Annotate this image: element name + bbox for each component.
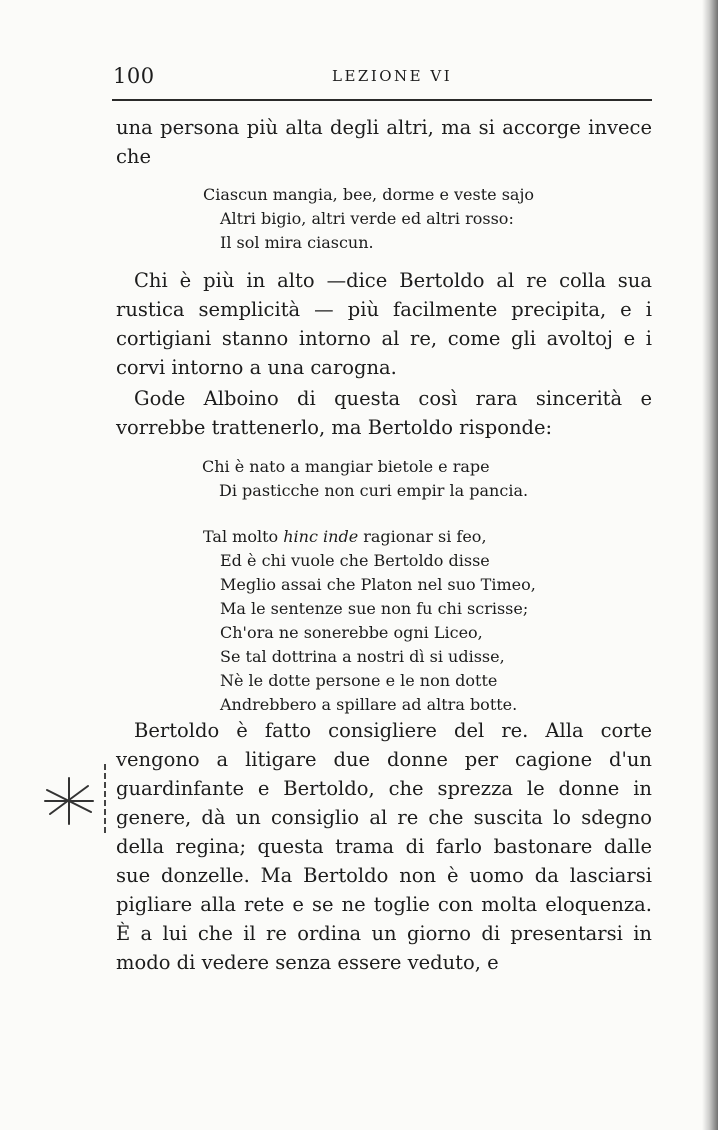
page-number: 100 <box>113 64 155 88</box>
verse-line: Altri bigio, altri verde ed altri rosso: <box>220 209 514 228</box>
latin-phrase: hinc inde <box>283 527 359 546</box>
verse-line: Chi è nato a mangiar bietole e rape <box>202 457 490 476</box>
verse-text: ragionar si feo, <box>358 527 487 546</box>
paragraph-3-text: Gode Alboino di questa così rara sincerità e vorrebbe trattenerlo, ma Bertoldo risponde: <box>116 387 652 439</box>
verse-block-3 <box>203 525 536 717</box>
paragraph-3 <box>116 384 652 442</box>
verse-line: Ch'ora ne sonerebbe ogni Liceo, <box>220 623 483 642</box>
verse-block-1 <box>203 183 534 255</box>
paragraph-1 <box>116 113 652 171</box>
verse-line: Andrebbero a spillare ad altra botte. <box>220 695 518 714</box>
verse-text: Tal molto <box>203 527 284 546</box>
verse-line: Il sol mira ciascun. <box>220 233 374 252</box>
verse-line: Ed è chi vuole che Bertoldo disse <box>220 551 490 570</box>
paragraph-4-text: Bertoldo è fatto consigliere del re. Alla corte vengono a litigare due donne per cagione d'un guardinfante e Bertoldo, che sprezza le donne in genere, dà un consiglio al re che suscita lo sdegno della regina; questa trama di farlo bastonare dalle sue donzelle. Ma Bertoldo non è uomo da lasciarsi pigliare alla rete e se ne toglie con molta eloquenza. È a lui che il re ordina un giorno di presentarsi in modo di vedere senza essere veduto, e <box>116 719 652 974</box>
paragraph-4 <box>116 716 652 977</box>
verse-line: Meglio assai che Platon nel suo Timeo, <box>220 575 536 594</box>
page-edge-shadow <box>702 0 718 1130</box>
paragraph-2 <box>116 266 652 382</box>
verse-line: Di pasticche non curi empir la pancia. <box>219 481 529 500</box>
paragraph-2-text: Chi è più in alto —dice Bertoldo al re colla sua rustica semplicità — più facilmente precipita, e i cortigiani stanno intorno al re, come gli avoltoj e i corvi intorno a una carogna. <box>116 269 652 379</box>
verse-line: Ma le sentenze sue non fu chi scrisse; <box>220 599 529 618</box>
asterisk-pencil-mark-icon <box>42 774 96 828</box>
verse-line: Nè le dotte persone e le non dotte <box>220 671 498 690</box>
paragraph-1-text: una persona più alta degli altri, ma si accorge invece che <box>116 116 652 168</box>
margin-line-icon <box>102 762 108 836</box>
verse-line: Se tal dottrina a nostri dì si udisse, <box>220 647 505 666</box>
verse-line: Ciascun mangia, bee, dorme e veste sajo <box>203 185 535 204</box>
verse-line-first <box>203 525 536 549</box>
running-head: LEZIONE VI <box>332 67 453 85</box>
verse-block-2 <box>202 455 528 503</box>
header-rule <box>112 99 652 101</box>
